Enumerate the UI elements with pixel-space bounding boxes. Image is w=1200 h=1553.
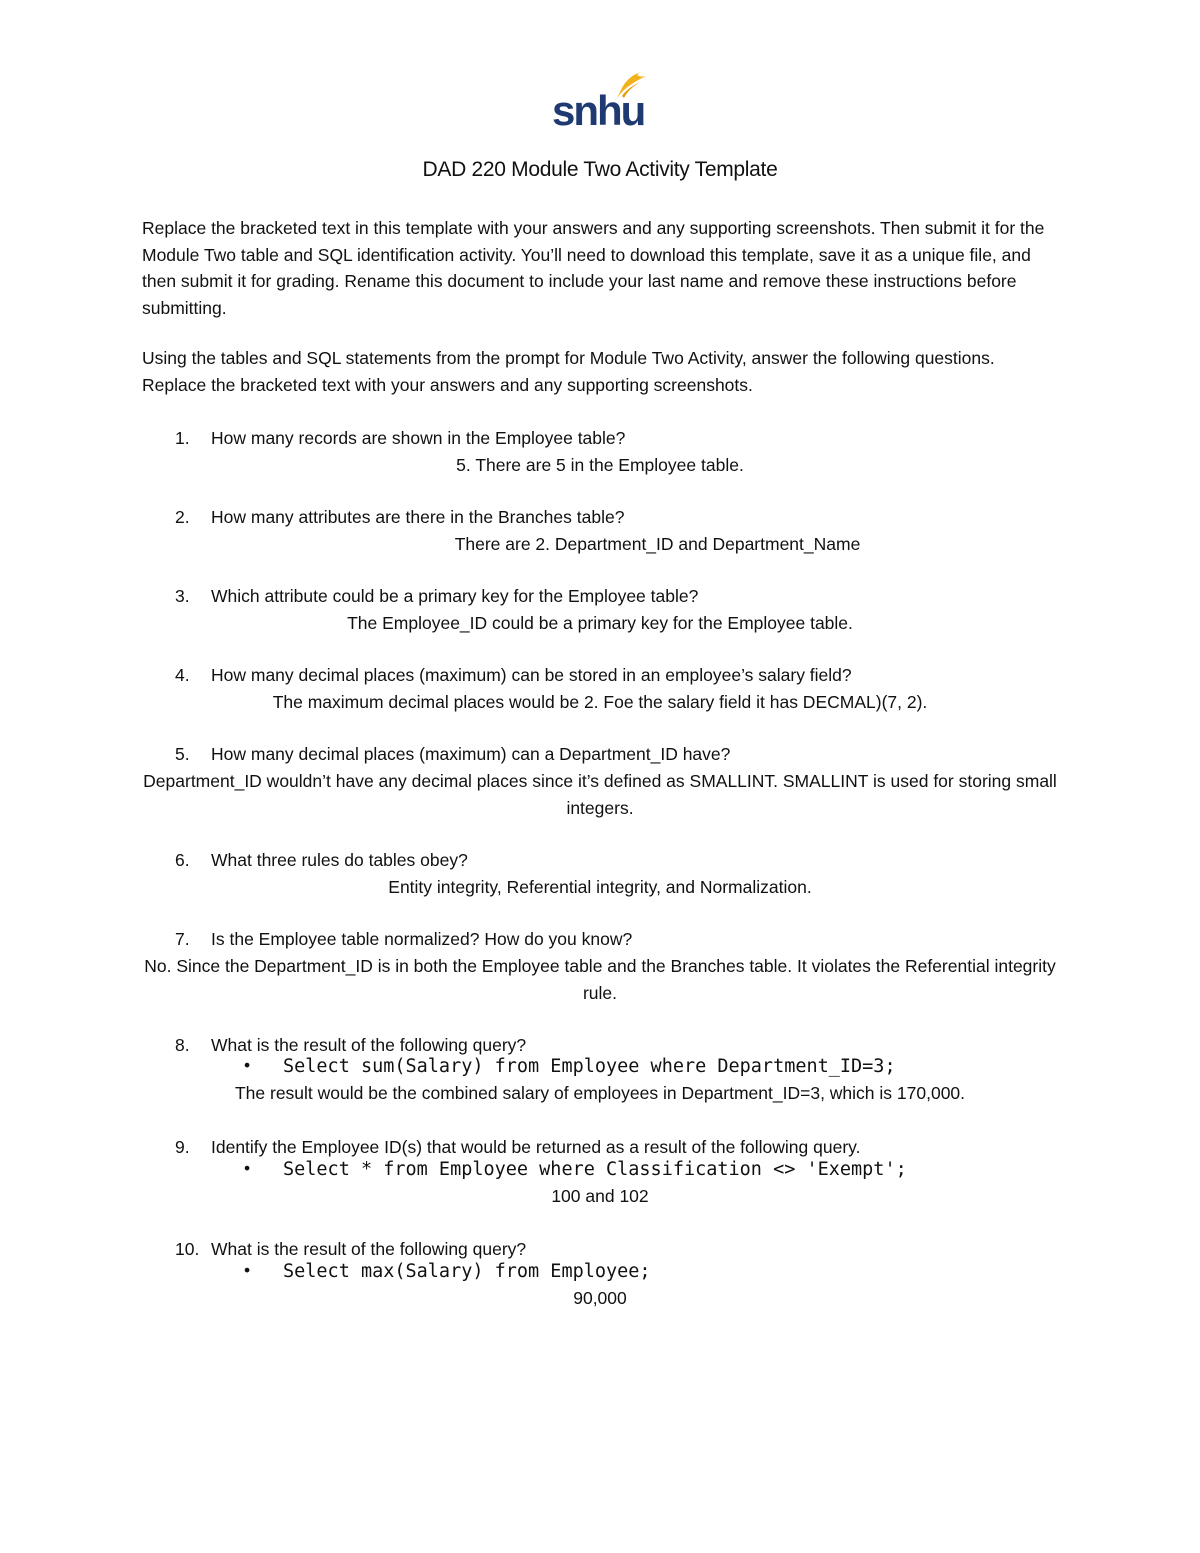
document-title: DAD 220 Module Two Activity Template [422,158,778,181]
question-text: How many decimal places (maximum) can be stored in an employee’s salary field? [211,665,852,685]
question-text: Identify the Employee ID(s) that would be returned as a result of the following query. [211,1137,861,1157]
answer-3: The Employee_ID could be a primary key for the Employee table. [347,613,853,633]
question-text: Is the Employee table normalized? How do you know? [211,929,633,949]
sql-query: Select sum(Salary) from Employee where Department_ID=3; [283,1056,896,1077]
question-number: 10. [175,1239,200,1259]
answer-4: The maximum decimal places would be 2. Foe the salary field it has DECMAL)(7, 2). [272,692,928,712]
snhu-logo [552,72,648,134]
intro-paragraph: Replace the bracketed text in this template with your answers and any supporting screenshots. Then submit it for the Module Two table and SQL identification activity. You’ll need to download this template, save it as a unique file, and then submit it for grading. Rename this document to include your last name and remove these instructions before submitting. [142,218,1045,318]
question-number: 5. [175,744,190,764]
logo-wordmark: snhu [552,87,645,134]
question-text: Which attribute could be a primary key for the Employee table? [211,586,699,606]
bullet-icon: • [244,1260,251,1280]
answer-9: 100 and 102 [551,1186,649,1206]
answer-5: Department_ID wouldn’t have any decimal places since it’s defined as SMALLINT. SMALLINT is used for storing small integers. [143,771,1057,818]
answer-2: There are 2. Department_ID and Department_Name [454,534,861,554]
question-number: 3. [175,586,190,606]
answer-7: No. Since the Department_ID is in both the Employee table and the Branches table. It violates the Referential integrity rule. [144,956,1056,1003]
answer-8: The result would be the combined salary of employees in Department_ID=3, which is 170,000. [234,1083,966,1103]
bullet-icon: • [244,1158,251,1178]
question-number: 4. [175,665,190,685]
question-number: 9. [175,1137,190,1157]
question-number: 8. [175,1035,190,1055]
question-number: 7. [175,929,190,949]
question-text: How many records are shown in the Employee table? [211,428,626,448]
instructions-paragraph: Using the tables and SQL statements from the prompt for Module Two Activity, answer the following questions. Replace the bracketed text with your answers and any supporting screenshots. [142,348,995,395]
answer-10: 90,000 [573,1288,627,1308]
sql-query: Select max(Salary) from Employee; [283,1261,651,1282]
question-text: What three rules do tables obey? [211,850,468,870]
question-number: 2. [175,507,190,527]
flame-icon [612,72,648,102]
bullet-icon: • [244,1055,251,1075]
question-text: What is the result of the following query? [211,1035,527,1055]
answer-1: 5. There are 5 in the Employee table. [456,455,744,475]
question-text: What is the result of the following query? [211,1239,527,1259]
answer-6: Entity integrity, Referential integrity, and Normalization. [388,877,812,897]
question-text: How many decimal places (maximum) can a Department_ID have? [211,744,731,764]
question-number: 6. [175,850,190,870]
question-number: 1. [175,428,190,448]
sql-query: Select * from Employee where Classification <> 'Exempt'; [283,1159,907,1180]
question-text: How many attributes are there in the Branches table? [211,507,625,527]
